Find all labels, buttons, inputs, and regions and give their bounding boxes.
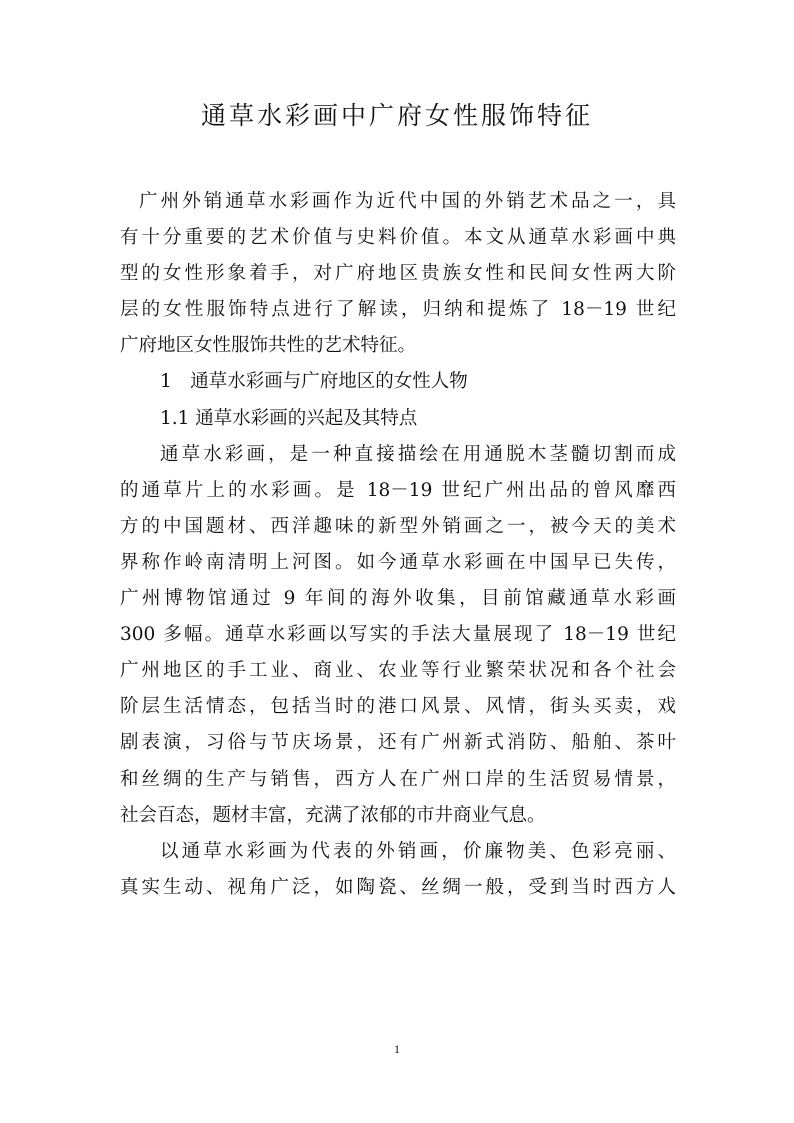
paragraph-line: 广州地区的手工业、商业、农业等行业繁荣状况和各个社会 [120,660,676,682]
paragraph-line: 界称作岭南清明上河图。如今通草水彩画在中国早已失传， [120,551,676,573]
paragraph-line: 方的中国题材、西洋趣味的新型外销画之一，被今天的美术 [120,515,676,537]
section-heading: 1 通草水彩画与广府地区的女性人物 [160,371,468,393]
paragraph-line: 社会百态，题材丰富，充满了浓郁的市井商业气息。 [120,804,546,826]
paragraph-line: 广州外销通草水彩画作为近代中国的外销艺术品之一，具 [139,191,676,212]
paragraph-line: 广州博物馆通过 9 年间的海外收集，目前馆藏通草水彩画 [120,588,676,610]
subsection-heading: 1.1 通草水彩画的兴起及其特点 [160,407,418,429]
paragraph-line: 真实生动、视角广泛，如陶瓷、丝绸一般，受到当时西方人 [120,876,676,898]
paragraph-line: 的通草片上的水彩画。是 18－19 世纪广州出品的曾风靡西 [120,479,676,501]
paragraph-line: 层的女性服饰特点进行了解读，归纳和提炼了 18－19 世纪 [120,299,676,321]
paragraph-line: 剧表演，习俗与节庆场景，还有广州新式消防、船舶、茶叶 [120,732,676,754]
paragraph-line: 型的女性形象着手，对广府地区贵族女性和民间女性两大阶 [120,263,676,285]
paragraph-line: 广府地区女性服饰共性的艺术特征。 [120,335,417,357]
paragraph-line: 和丝绸的生产与销售，西方人在广州口岸的生活贸易情景， [120,768,676,790]
paragraph-line: 通草水彩画，是一种直接描绘在用通脱木茎髓切割而成 [160,443,676,465]
paragraph-line: 有十分重要的艺术价值与史料价值。本文从通草水彩画中典 [120,227,676,249]
paragraph-line: 以通草水彩画为代表的外销画，价廉物美、色彩亮丽、 [160,840,676,862]
paragraph-line: 300 多幅。通草水彩画以写实的手法大量展现了 18－19 世纪 [120,624,676,646]
paragraph-line: 阶层生活情态，包括当时的港口风景、风情，街头买卖，戏 [120,696,676,718]
page-number: 1 [394,1042,400,1056]
document-title: 通草水彩画中广府女性服饰特征 [200,101,593,130]
document-body [120,184,676,906]
